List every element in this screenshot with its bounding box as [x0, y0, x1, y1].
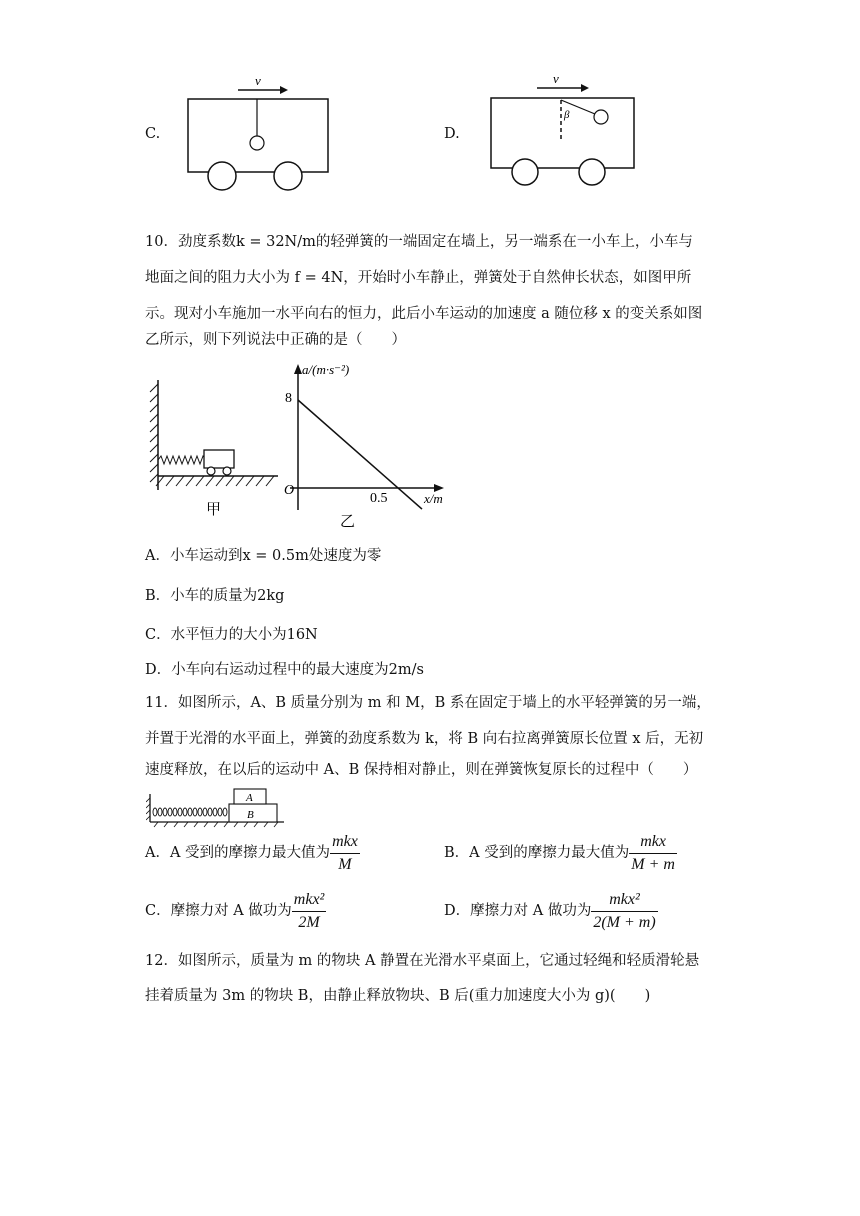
velocity-label-c: v: [255, 73, 261, 88]
q11-option-c-numerator: mkx²: [292, 889, 327, 912]
block-b-label: B: [247, 809, 254, 821]
q11-line-3: 速度释放，在以后的运动中 A、B 保持相对静止，则在弹簧恢复原长的过程中（ ）: [145, 762, 698, 778]
option-c-label: C.: [145, 126, 161, 142]
q10-line-4: 乙所示，则下列说法中正确的是（ ）: [145, 332, 406, 348]
q10-line-3: 示。现对小车施加一水平向右的恒力，此后小车运动的加速度 a 随位移 x 的变关系如图: [145, 306, 703, 322]
q10-line-1: 10．劲度系数k = 32N/m的轻弹簧的一端固定在墙上，另一端系在一小车上，小车与: [145, 234, 693, 250]
figure-yi-caption: 乙: [340, 514, 356, 530]
a-x-line: [298, 400, 422, 509]
q10-option-a: A．小车运动到x = 0.5m处速度为零: [145, 548, 382, 564]
q10-line-2: 地面之间的阻力大小为 f = 4N，开始时小车静止，弹簧处于自然伸长状态，如图甲所: [145, 270, 692, 286]
cart-diagram-d: [485, 70, 645, 195]
q11-option-c-denominator: 2M: [298, 913, 320, 931]
q11-option-d-fraction: [591, 889, 657, 934]
figure-yi-graph: [276, 360, 466, 535]
block-a-label: A: [246, 792, 253, 804]
origin-label: O: [284, 483, 295, 498]
angle-beta-label: β: [564, 109, 570, 121]
q11-option-b-text: B．A 受到的摩擦力最大值为: [444, 845, 630, 861]
x-tick-label: 0.5: [370, 491, 388, 506]
q11-option-b-denominator: M + m: [631, 855, 675, 873]
q12-line-2: 挂着质量为 3m 的物块 B，由静止释放物块、B 后(重力加速度大小为 g)( ): [145, 988, 651, 1004]
q11-option-a-numerator: mkx: [330, 831, 360, 854]
q11-option-b-fraction: [629, 831, 677, 876]
q11-option-d-numerator: mkx²: [591, 889, 657, 912]
q12-line-1: 12．如图所示，质量为 m 的物块 A 静置在光滑水平桌面上，它通过轻绳和轻质滑轮悬: [145, 953, 700, 969]
q10-option-b: B．小车的质量为2kg: [145, 588, 285, 604]
figure-jia: [148, 370, 288, 525]
velocity-label-d: v: [553, 71, 559, 86]
q11-line-2: 并置于光滑的水平面上，弹簧的劲度系数为 k，将 B 向右拉离弹簧原长位置 x 后，无初: [145, 731, 704, 747]
q11-line-1: 11．如图所示，A、B 质量分别为 m 和 M，B 系在固定于墙上的水平轻弹簧的另一端，: [145, 695, 711, 711]
q11-option-c-fraction: [292, 889, 327, 934]
q11-option-b: [444, 830, 677, 876]
q11-option-a-text: A．A 受到的摩擦力最大值为: [145, 845, 331, 861]
q11-option-b-numerator: mkx: [629, 831, 677, 854]
y-axis-label: a/(m·s⁻²): [302, 362, 350, 377]
q11-option-d-text: D．摩擦力对 A 做功为: [444, 903, 592, 919]
q11-option-c-text: C．摩擦力对 A 做功为: [145, 903, 292, 919]
q11-option-c: [145, 888, 326, 934]
q11-option-d-denominator: 2(M + m): [593, 913, 656, 931]
cart-diagram-c: [180, 70, 340, 195]
q10-option-d: D．小车向右运动过程中的最大速度为2m/s: [145, 662, 424, 678]
figure-jia-caption: 甲: [206, 502, 222, 518]
q11-option-d: [444, 888, 658, 934]
q10-option-c: C．水平恒力的大小为16N: [145, 627, 318, 643]
spring-blocks-diagram: [146, 786, 291, 828]
q11-option-a-fraction: [330, 831, 360, 876]
q11-option-a: [145, 830, 360, 876]
q11-option-a-denominator: M: [338, 855, 352, 873]
option-d-label: D.: [444, 126, 460, 142]
x-axis-label: x/m: [424, 491, 443, 506]
y-tick-label: 8: [285, 391, 292, 406]
